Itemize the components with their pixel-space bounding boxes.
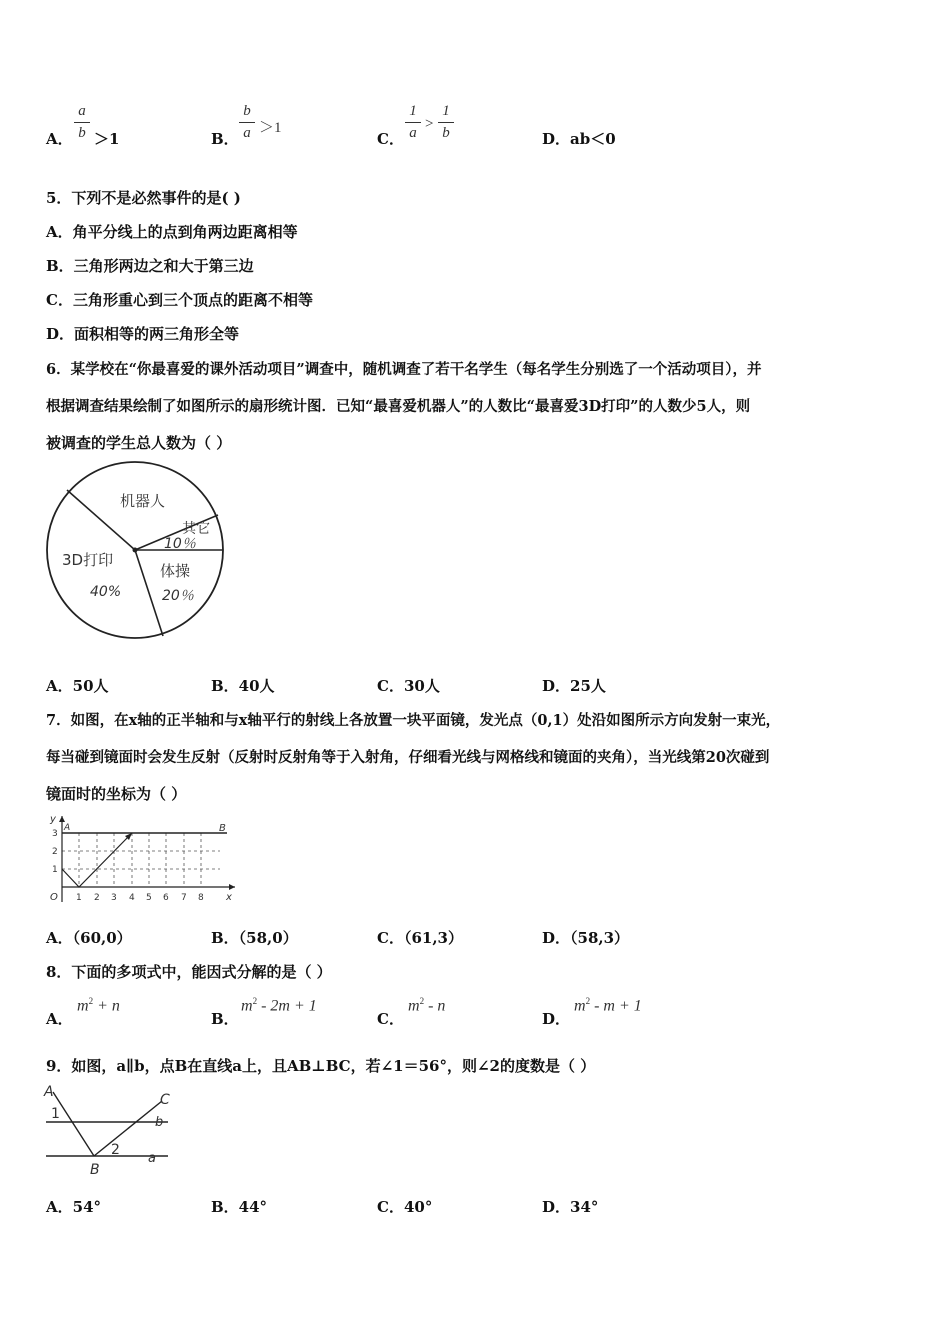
x-tick-1: 1 [76,893,82,903]
base: m [574,997,586,1015]
q4-option-b-tail: ＞1 [259,120,282,136]
x-label: x [226,892,232,903]
q6-option-d[interactable]: D．25人 [542,677,606,695]
point-a-label: A [64,823,71,833]
q6-stem-line-3: 被调查的学生总人数为（ ） [46,434,232,452]
grid-lines [62,833,220,887]
q7-option-a[interactable]: A．（60,0） [46,929,132,947]
exponent: 2 [585,996,591,1006]
q4-option-a-tail: ＞1 [94,130,120,148]
y-tick-1: 1 [52,865,58,875]
y-axis-arrow [59,816,65,822]
q5-option-b[interactable]: B．三角形两边之和大于第三边 [46,257,254,275]
segment-bc [94,1101,162,1156]
q9-stem: 9．如图，a∥b，点B在直线a上，且AB⊥BC，若∠1＝56°，则∠2的度数是（ ） [46,1057,596,1075]
pie-label-print-pct: 40% [90,584,122,600]
denominator: a [243,125,251,141]
pie-divider-gym-print [135,550,163,636]
pie-label-gym-pct: 20％ [162,588,194,604]
q4-option-c-letter[interactable]: C． [377,130,404,148]
rest: + n [93,997,120,1015]
x-tick-3: 3 [111,893,117,903]
q8-option-b-expr [241,996,317,1015]
q6-stem-line-1: 6．某学校在“你最喜爱的课外活动项目”调查中，随机调查了若干名学生（每名学生分别选了一个活动项目），并 [46,361,762,378]
q6-option-b[interactable]: B．40人 [211,677,275,695]
q7-option-d[interactable]: D．（58,3） [542,929,630,947]
rest: - 2m + 1 [257,997,317,1015]
q7-stem-line-2: 每当碰到镜面时会发生反射（反射时反射角等于入射角，仔细看光线与网格线和镜面的夹角），当光线第20次碰到 [46,749,770,766]
q8-stem: 8．下面的多项式中，能因式分解的是（ ） [46,963,332,981]
q9-figure [40,1082,190,1182]
label-a-point: A [44,1084,54,1100]
pie-label-robot: 机器人 [120,492,166,510]
base: m [77,997,89,1015]
q8-option-a-expr [77,996,120,1015]
rest: - m + 1 [590,997,642,1015]
numerator: 1 [442,103,450,119]
x-tick-5: 5 [146,893,152,903]
q8-option-a-letter[interactable]: A． [46,1010,73,1028]
point-b-label: B [219,823,226,834]
origin-label: O [50,892,58,903]
numerator: b [243,103,251,119]
numerator: a [78,103,86,119]
segment-ab [53,1092,94,1156]
q8-option-d-letter[interactable]: D． [542,1010,571,1028]
q4-option-d-text: ab＜0 [570,130,616,148]
q4-option-b-fraction [239,103,255,142]
x-tick-2: 2 [94,893,100,903]
q9-option-a[interactable]: A．54° [46,1198,102,1216]
q6-pie-chart [40,458,235,643]
denominator: a [409,125,417,141]
q9-option-b[interactable]: B．44° [211,1198,268,1216]
label-b-point: B [90,1162,100,1178]
pie-label-print: 3D打印 [62,551,114,569]
q7-option-b[interactable]: B．（58,0） [211,929,298,947]
q8-option-c-letter[interactable]: C． [377,1010,404,1028]
label-angle-1: 1 [51,1106,60,1122]
q7-option-c[interactable]: C．（61,3） [377,929,463,947]
q6-option-c[interactable]: C．30人 [377,677,440,695]
rest: - n [424,997,446,1015]
x-tick-7: 7 [181,893,187,903]
q8-option-b-letter[interactable]: B． [211,1010,239,1028]
y-label: y [50,814,56,825]
q4-option-c-left-fraction [405,103,421,142]
q8-option-c-expr [408,996,445,1015]
q4-option-b-letter[interactable]: B． [211,130,239,148]
q5-stem: 5．下列不是必然事件的是( ) [46,189,241,207]
x-tick-8: 8 [198,893,204,903]
q7-stem-line-1: 7．如图，在x轴的正半轴和与x轴平行的射线上各放置一块平面镜，发光点（0,1）处沿如图所示方向发射一束光， [46,712,781,729]
exponent: 2 [252,996,258,1006]
q5-option-d[interactable]: D．面积相等的两三角形全等 [46,325,240,343]
q5-option-a[interactable]: A．角平分线上的点到角两边距离相等 [46,223,298,241]
q5-option-c[interactable]: C．三角形重心到三个顶点的距离不相等 [46,291,313,309]
q9-option-d[interactable]: D．34° [542,1198,599,1216]
denominator: b [442,125,450,141]
q6-option-a[interactable]: A．50人 [46,677,109,695]
q4-option-c-operator: > [425,116,434,132]
pie-center [133,548,138,553]
base: m [408,997,420,1015]
q4-option-a-fraction [74,103,90,142]
q9-option-c[interactable]: C．40° [377,1198,433,1216]
exponent: 2 [88,996,94,1006]
label-line-a: a [148,1151,156,1166]
label-angle-2: 2 [111,1142,120,1158]
q6-stem-line-2: 根据调查结果绘制了如图所示的扇形统计图．已知“最喜爱机器人”的人数比“最喜爱3D打印”的人数少5人，则 [46,398,751,415]
numerator: 1 [409,103,417,119]
q4-option-a-letter[interactable]: A． [46,130,73,148]
y-tick-2: 2 [52,847,58,857]
denominator: b [78,125,86,141]
q4-option-d-letter[interactable]: D． [542,130,571,148]
q8-option-d-expr [574,996,642,1015]
label-line-b: b [155,1115,164,1130]
q4-option-c-right-fraction [438,103,454,142]
x-tick-6: 6 [163,893,169,903]
base: m [241,997,253,1015]
pie-label-other-pct: 10％ [164,536,196,552]
exponent: 2 [419,996,425,1006]
x-axis-arrow [229,884,235,890]
q7-graph [40,812,240,907]
label-c-point: C [160,1092,170,1108]
x-tick-4: 4 [129,893,135,903]
q7-stem-line-3: 镜面时的坐标为（ ） [46,785,187,803]
pie-label-other: 其它 [182,521,210,537]
pie-label-gym: 体操 [160,562,191,580]
y-tick-3: 3 [52,829,58,839]
